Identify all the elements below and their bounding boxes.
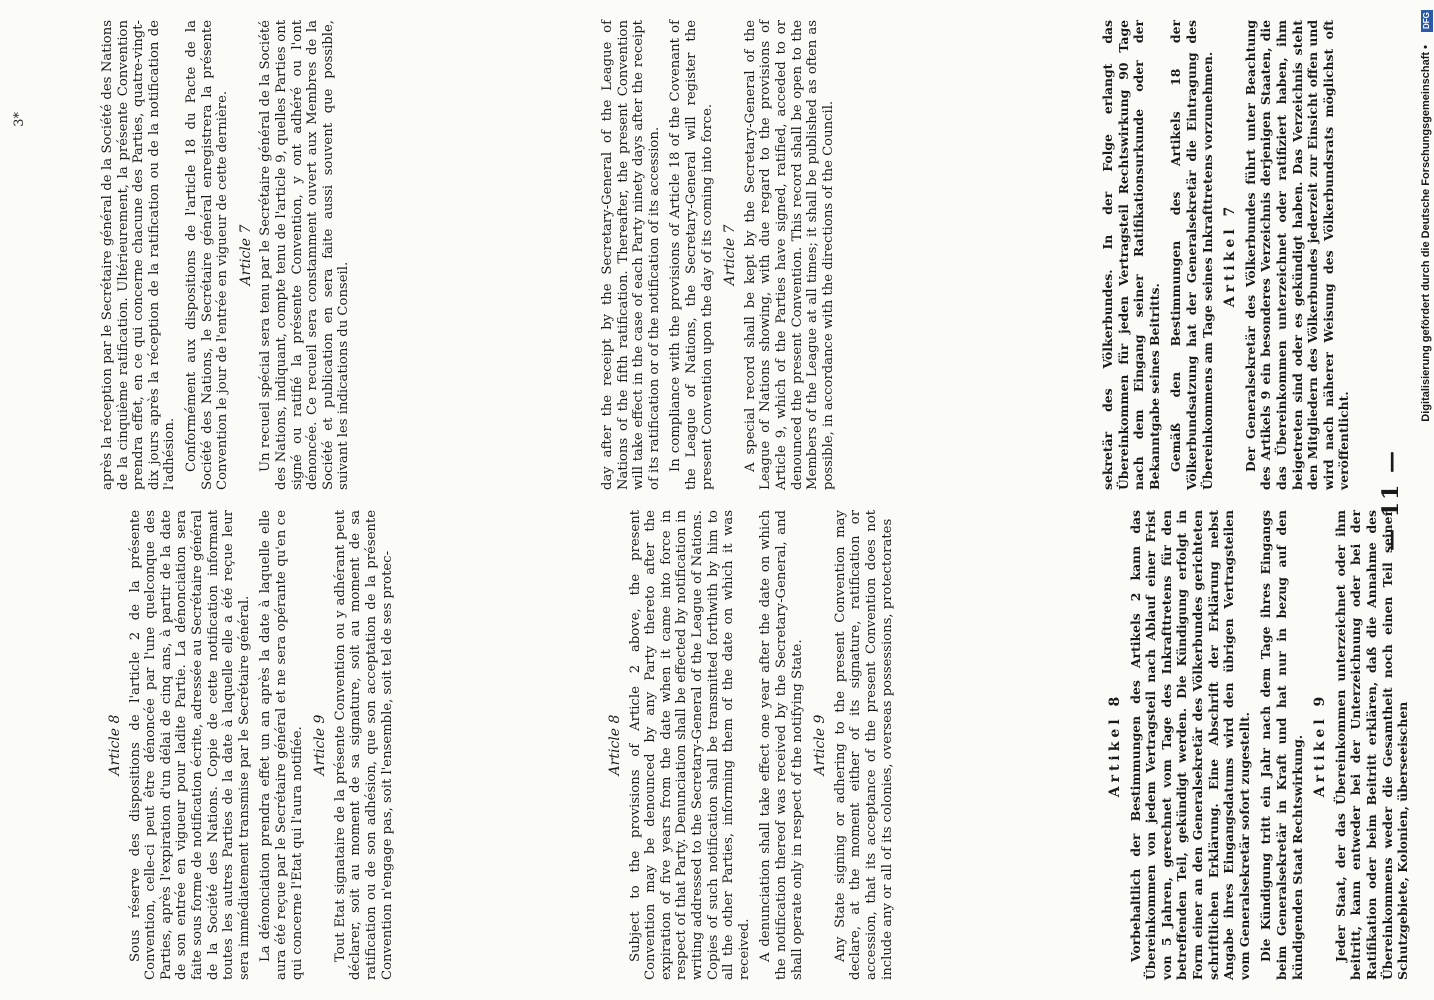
lower-french-column xyxy=(100,510,395,980)
article-heading: Article 8 xyxy=(107,714,123,776)
paragraph: La dénonciation prendra effet un an après la date à laquelle elle aura été reçue par le Secrétaire général et ne sera opérante qu'en ce qui concerne l'Etat qui l'aura notifiée. xyxy=(258,510,305,980)
paragraph: In compliance with the provisions of Article 18 of the Covenant of the League of Nations, the Secretary-General will register the present Convention upon the day of its coming into force. xyxy=(668,20,715,490)
article-heading: Artikel 8 xyxy=(1107,692,1123,798)
paragraph: Jeder Staat, der das Übereinkommen unterzeichnet oder ihm beitritt, kann entweder bei der Unterzeichnung oder bei der Ratifikation oder beim Beitritt erklären, daß die Annahme des Übereinkommens weder die Gesamtheit noch einen Teil seiner Schutzgebiete, Kolonien, überseeischen xyxy=(1332,510,1411,980)
article-heading: Article 7 xyxy=(722,224,739,286)
paragraph: Tout Etat signataire de la présente Convention ou y adhérant peut déclarer, soit au moment de sa signature, soit au moment de sa ratification ou de son adhésion, que son acceptation de la présente Convention n'engage pas, soit l'ensemble, soit tel de ses protec- xyxy=(332,510,395,980)
article-heading: Artikel 7 xyxy=(1222,202,1239,308)
paragraph: day after the receipt by the Secretary-General of the League of Nations of the fifth ratification. Thereafter, the present Convention will take effect in the case of each Party ninety days after the receipt of its ratification or of the notification of its accession. xyxy=(600,20,662,490)
upper-french-column xyxy=(100,20,352,490)
lower-english-column xyxy=(600,510,895,980)
paragraph: Gemäß den Bestimmungen des Artikels 18 der Völkerbundsatzung hat der Generalsekretär die Eintragung des Übereinkommens am Tage seines Inkrafttretens vorzunehmen. xyxy=(1168,20,1215,490)
paragraph: Un recueil spécial sera tenu par le Secrétaire général de la Société des Nations, indiquant, compte tenu de l'article 9, quelles Parties ont signé ou ratifié la présente Convention, y ont adhéré ou l'ont dénoncée. Ce recueil sera constamment ouvert aux Membres de la Société et publication en sera faite aussi souvent que possible, suivant les indications du Conseil. xyxy=(258,20,352,490)
paragraph: Die Kündigung tritt ein Jahr nach dem Tage ihres Eingangs beim Generalsekretär in Kraft und hat nur in bezug auf den kündigenden Staat Rechtswirkung. xyxy=(1258,510,1305,980)
paragraph: Vorbehaltlich der Bestimmungen des Artikels 2 kann das Übereinkommen von jedem Vertragsteil nach Ablauf einer Frist von 5 Jahren, gerechnet vom Tage des Inkrafttretens für den betreffenden Teil, gekündigt werden. Die Kündigung erfolgt in Form einer an den Generalsekretär des Völkerbundes gerichteten schriftlichen Erklärung. Eine Abschrift der Erklärung nebst Angabe ihres Eingangsdatums wird den übrigen Vertragsteilen vom Generalsekretär sofort zugestellt. xyxy=(1127,510,1252,980)
article-heading: Article 9 xyxy=(812,714,829,776)
paragraph: après la réception par le Secrétaire général de la Société des Nations de la cinquième ratification. Ultérieurement, la présente Convention prendra effet, en ce qui concerne chacune des Parties, quatre-vingt-dix jours après la réception de la ratification ou de la notification de l'adhésion. xyxy=(100,20,178,490)
upper-german-column xyxy=(1100,20,1352,490)
lower-german-column xyxy=(1100,510,1411,980)
upper-section xyxy=(100,20,1352,490)
article-heading: Article 8 xyxy=(607,714,623,776)
article-heading: Artikel 9 xyxy=(1312,692,1329,798)
article-heading: Article 7 xyxy=(237,224,254,286)
paragraph: Conformément aux dispositions de l'article 18 du Pacte de la Société des Nations, le Secrétaire général enregistrera la présente Convention le jour de l'entrée en vigueur de cette dernière. xyxy=(183,20,231,490)
signature-mark: 3* xyxy=(12,112,27,127)
paragraph: Any State signing or adhering to the present Convention may declare, at the moment either of its signature, ratification or accession, that its acceptance of the present Convention does not include any or all of its colonies, overseas possessions, protectorates xyxy=(832,510,895,980)
article-heading: Article 9 xyxy=(312,714,329,776)
digitization-note: Digitalisierung gefördert durch die Deutsche Forschungsgemeinschaft • xyxy=(1420,45,1432,422)
upper-english-column xyxy=(600,20,845,490)
paragraph: A special record shall be kept by the Secretary-General of the League of Nations showing, with due regard to the provisions of Article 9, which of the Parties have signed, ratified, acceded to or denounced the present Convention. This record shall be open to the Members of the League at all times; it shall be published as often as possible, in accordance with the directions of the Council. xyxy=(742,20,836,490)
paragraph: A denunciation shall take effect one year after the date on which the notification thereof was received by the Secretary-General, and shall operate only in respect of the notifying State. xyxy=(758,510,805,980)
paragraph: Subject to the provisions of Article 2 above, the present Convention may be denounced by any Party thereto after the expiration of five years from the date when it came into force in respect of that Party. Denunciation shall be effected by notification in writing addressed to the Secretary-General of the League of Nations. Copies of such notification shall be transmitted forthwith by him to all the other Parties, informing them of the date on which it was received. xyxy=(627,510,752,980)
paragraph: Sous réserve des dispositions de l'article 2 de la présente Convention, celle-ci peut être dénoncée par l'une quelconque des Parties, après l'expiration d'un délai de cinq ans, à partir de la date de son entrée en vigueur pour ladite Partie. La dénonciation sera faite sous forme de notification écrite, adressée au Secrétaire général de la Société des Nations. Copie de cette notification informant toutes les autres Parties de la date à laquelle elle a été reçue leur sera immédiatement transmise par le Secrétaire général. xyxy=(127,510,252,980)
page-number: — 11 — xyxy=(1378,449,1404,551)
lower-section xyxy=(100,510,1411,980)
paragraph: Der Generalsekretär des Völkerbundes führt unter Beachtung des Artikels 9 ein besonderes Verzeichnis derjenigen Staaten, die das Übereinkommen unterzeichnet oder ratifiziert haben, ihm beigetreten sind oder es gekündigt haben. Das Verzeichnis steht den Mitgliedern des Völkerbundes jederzeit zur Einsicht offen und wird nach näherer Weisung des Völkerbundsrats möglichst oft veröffentlicht. xyxy=(1242,20,1352,490)
dfg-logo: DFG xyxy=(1421,10,1433,32)
paragraph: sekretär des Völkerbundes. In der Folge erlangt das Übereinkommen für jeden Vertragsteil Rechtswirkung 90 Tage nach dem Eingang seiner Ratifikationsurkunde oder der Bekanntgabe seines Beitritts. xyxy=(1100,20,1162,490)
